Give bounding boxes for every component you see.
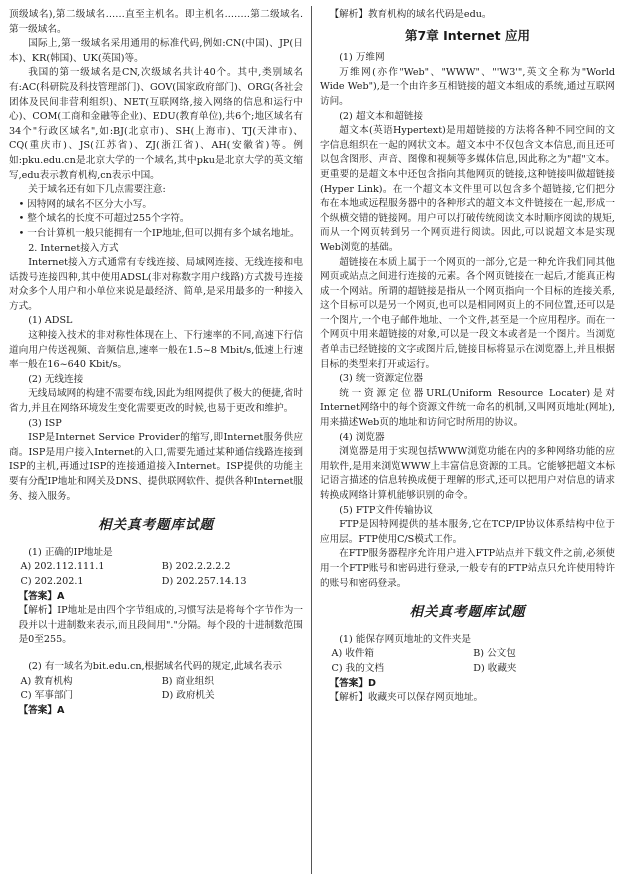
section-title: 相关真考题库试题 <box>409 604 526 621</box>
option-d: D) 政府机关 <box>161 690 215 702</box>
option-b: B) 公文包 <box>473 648 516 660</box>
subheading: (3) 统一资源定位器 <box>339 373 423 385</box>
paragraph: 超链接在本质上属于一个网页的一部分,它是一种允许我们同其他网页或站点之间进行连接的元素。各个网页链接在一起后,才能真正构成一个网站。所谓的超链接是指从一个网页指向一个目标的连接关系,这个目标可以是另一个网页,也可以是相同网页上的不同位置,还可以是一个图片,一个电子邮件地址、一个文件,甚至是一个应用程序。而在一个网页中用来超链接的对象,可以是一段文本或者是一个图片。当浏览者单击已经链接的文字或图片后,链接目标将显示在浏览器上,并且根据目标的类型来打开或运行。 <box>320 256 615 370</box>
paragraph: 国际上,第一级域名采用通用的标准代码,例如:CN(中国)、JP(日本)、KR(韩国)、UK(英国)等。 <box>9 38 303 64</box>
paragraph: 统一资源定位器URL(Uniform Resource Locater)是对Internet网络中的每个资源文件统一命名的机制,又叫网页地址(网址),用来描述Web页的地址和访问它时所用的协议。 <box>320 387 615 429</box>
paragraph: 顶级域名),第二级域名……直至主机名。即主机名.…….第二级域名.第一级域名。 <box>9 9 303 35</box>
bullet-item: • 一台计算机一般只能拥有一个IP地址,但可以拥有多个域名地址。 <box>18 227 300 239</box>
chapter-title: 第7章 Internet 应用 <box>405 27 530 43</box>
subheading: (2) 无线连接 <box>28 373 84 385</box>
right-column <box>320 8 615 706</box>
answer-key: 【答案】A <box>18 590 65 602</box>
paragraph: 浏览器是用于实现包括WWW浏览功能在内的多种网络功能的应用软件,是用来浏览WWW上丰富信息资源的工具。它能够把超文本标记语言描述的信息转换成便于理解的形式,还可以把用户对信息的请求转换成网络计算机能够识别的命令。 <box>320 446 615 501</box>
paragraph: Internet接入方式通常有专线连接、局域网连接、无线连接和电话拨号连接四种,其中使用ADSL(非对称数字用户线路)方式拨号连接对众多个人用户和小单位来说是最经济、简单,是采用最多的一种接入方式。 <box>9 257 303 312</box>
option-c: C) 军事部门 <box>20 690 74 702</box>
bullet-item: • 整个域名的长度不可超过255个字符。 <box>18 213 190 225</box>
paragraph: 无线局域网的构建不需要布线,因此为组网提供了极大的便捷,省时省力,并且在网络环境发生变化需要更改的时候,也易于更改和维护。 <box>9 388 303 415</box>
answer-key: 【答案】A <box>18 704 65 716</box>
explanation: 【解析】IP地址是由四个字节组成的,习惯写法是将每个字节作为一段并以十进制数来表示,而且段间用"."分隔。每个段的十进制数范围是0至255。 <box>18 605 303 646</box>
bullet-item: • 因特网的域名不区分大小写。 <box>18 198 153 210</box>
option-c: C) 202.202.1 <box>20 575 84 587</box>
paragraph: 我国的第一级域名是CN,次级域名共计40个。其中,类别域名有:AC(科研院及科技管理部门)、GOV(国家政府部门)、ORG(各社会团体及民间非营利组织)、NET(互联网络,接入网络的信息和运行中心)、COM(工商和金融等企业)、EDU(教育单位),共6个;地区域名有34个"行政区域名",如:BJ(北京市)、SH(上海市)、TJ(天津市)、CQ(重庆市)、JS(江苏省)、ZJ(浙江省)、AH(安徽省)等。例如:pku.edu.cn是北京大学的一个域名,其中pku是北京大学的英文缩写,edu表示教育机构,cn表示中国。 <box>9 67 303 181</box>
subheading: (1) ADSL <box>28 315 73 327</box>
option-d: D) 收藏夹 <box>473 662 517 674</box>
paragraph: 万维网(亦作"Web"、"WWW"、"'W3'",英文全称为"World Wide Web"),是一个由许多互相链接的超文本组成的系统,通过互联网访问。 <box>320 66 615 107</box>
section-title: 相关真考题库试题 <box>98 517 214 534</box>
answer-options <box>320 647 615 676</box>
answer-options <box>9 675 303 704</box>
paragraph: 关于域名还有如下几点需要注意: <box>28 184 166 196</box>
left-column <box>9 8 303 718</box>
subheading: (5) FTP文件传输协议 <box>339 504 433 516</box>
question: (2) 有一域名为bit.edu.cn,根据域名代码的规定,此域名表示 <box>28 660 282 672</box>
subheading: (2) 超文本和超链接 <box>339 110 423 122</box>
option-a: A) 教育机构 <box>20 675 73 687</box>
option-b: B) 商业组织 <box>161 675 214 687</box>
subheading: (1) 万维网 <box>339 52 385 64</box>
paragraph: 在FTP服务器程序允许用户进入FTP站点并下载文件之前,必须使用一个FTP账号和密码进行登录,一般专有的FTP站点只允许使用特许的账号和密码登录。 <box>320 548 615 589</box>
explanation: 【解析】收藏夹可以保存网页地址。 <box>329 692 484 704</box>
question: (1) 能保存网页地址的文件夹是 <box>339 633 471 645</box>
question: (1) 正确的IP地址是 <box>28 546 113 558</box>
option-d: D) 202.257.14.13 <box>161 575 247 587</box>
answer-key: 【答案】D <box>329 677 376 689</box>
subheading: (3) ISP <box>28 417 62 429</box>
subheading: (4) 浏览器 <box>339 431 385 443</box>
option-b: B) 202.2.2.2.2 <box>161 561 231 573</box>
paragraph: 这种接入技术的非对称性体现在上、下行速率的不同,高速下行信道向用户传送视频、音频信息,速率一般在1.5~8 Mbit/s,低速上行速率一般在16~640 Kbit/s。 <box>9 330 303 371</box>
paragraph: ISP是Internet Service Provider的缩写,即Internet服务供应商。ISP是用户接入Internet的入口,需要先通过某种通信线路连接到ISP的主机,再通过ISP的连接通道接入Internet。ISP提供的功能主要有分配IP地址和网关及DNS、提供联网软件、提供各种Internet服务、接入服务。 <box>9 432 303 502</box>
option-a: A) 收件箱 <box>331 648 375 660</box>
answer-options <box>9 560 303 589</box>
subheading: 2. Internet接入方式 <box>28 242 119 254</box>
paragraph: 超文本(英语Hypertext)是用超链接的方法将各种不同空间的文字信息组织在一起的网状文本。超文本中不仅包含文本信息,而且还可以包含图形、声音、图像和视频等多媒体信息,因此称之为"超"文本。更重要的是超文本中还包含指向其他网页的链接,这种链接叫做超链接(Hyper Link)。在一个超文本文件里可以包含多个超链接,它们把分布在本地或远程服务器中的各种形式的超文本文件链接在一起,形成一个纵横交错的链接网。用户可以打破传统阅读文本时顺序阅读的规矩,而从一个网页转到另一个网页进行阅读。因此,可以说超文本是实现Web浏览的基础。 <box>320 125 615 253</box>
option-c: C) 我的文档 <box>331 662 385 674</box>
explanation: 【解析】教育机构的域名代码是edu。 <box>329 9 492 20</box>
paragraph: FTP是因特网提供的基本服务,它在TCP/IP协议体系结构中位于应用层。FTP使用C/S模式工作。 <box>320 519 615 545</box>
column-divider <box>311 6 312 874</box>
option-a: A) 202.112.111.1 <box>20 561 105 573</box>
